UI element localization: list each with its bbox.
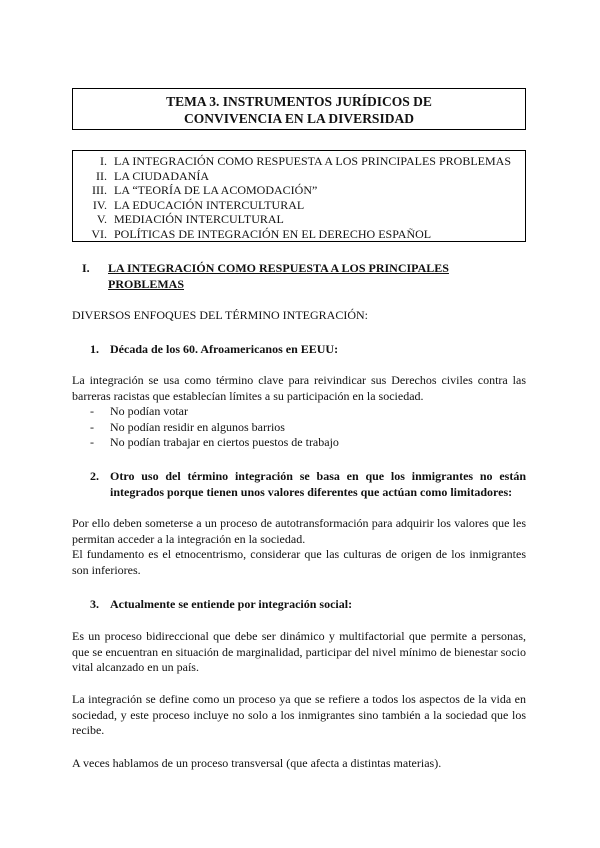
toc-text: LA “TEORÍA DE LA ACOMODACIÓN”	[114, 183, 318, 198]
title-line-1: TEMA 3. INSTRUMENTOS JURÍDICOS DE	[166, 94, 432, 109]
toc-text: LA CIUDADANÍA	[114, 168, 209, 183]
bullet-dash: -	[90, 435, 94, 449]
toc-item	[73, 212, 525, 227]
subheading-3	[90, 596, 526, 612]
toc-item	[73, 169, 525, 184]
list-item	[90, 404, 520, 420]
paragraph-2: Por ello deben someterse a un proceso de autotransformación para adquirir los valores que les permitan acceder a la integración en la sociedad.	[72, 516, 526, 546]
toc-number: I.	[100, 154, 107, 168]
subheading-2	[90, 468, 526, 500]
section-number: I.	[82, 261, 90, 275]
toc-text: POLÍTICAS DE INTEGRACIÓN EN EL DERECHO ESPAÑOL	[114, 226, 432, 241]
toc-number: VI.	[91, 226, 107, 241]
table-of-contents	[72, 150, 526, 242]
list-item	[90, 435, 520, 451]
title-line-2: CONVIVENCIA EN LA DIVERSIDAD	[184, 111, 414, 126]
subheading-number: 2.	[90, 469, 99, 483]
list-item-text: No podían residir en algunos barrios	[110, 419, 285, 434]
paragraph-6: A veces hablamos de un proceso transversal (que afecta a distintas materias).	[72, 756, 442, 770]
document-title-box	[72, 88, 526, 130]
toc-number: V.	[96, 212, 107, 227]
toc-text: LA EDUCACIÓN INTERCULTURAL	[114, 197, 305, 212]
toc-text: LA INTEGRACIÓN COMO RESPUESTA A LOS PRINCIPALES PROBLEMAS	[114, 154, 511, 168]
section-title: LA INTEGRACIÓN COMO RESPUESTA A LOS PRINCIPALES PROBLEMAS	[108, 261, 449, 291]
paragraph-1: La integración se usa como término clave para reivindicar sus Derechos civiles contra las barreras racistas que establecían límites a su participación en la sociedad.	[72, 373, 526, 403]
subheading-number: 1.	[90, 342, 99, 356]
bullet-list	[90, 404, 520, 451]
subheading-1	[90, 341, 526, 357]
toc-text: MEDIACIÓN INTERCULTURAL	[114, 212, 284, 227]
list-item	[90, 420, 520, 436]
intro-text: DIVERSOS ENFOQUES DEL TÉRMINO INTEGRACIÓN:	[72, 308, 368, 322]
subheading-title: Década de los 60. Afroamericanos en EEUU:	[110, 342, 339, 356]
toc-item	[73, 227, 525, 242]
toc-item	[73, 154, 525, 169]
toc-item	[73, 183, 525, 198]
section-heading	[82, 260, 482, 292]
bullet-dash: -	[90, 404, 94, 418]
toc-item	[73, 198, 525, 213]
paragraph-4: Es un proceso bidireccional que debe ser dinámico y multifactorial que permite a personas, que se encuentran en situación de marginalidad, participar del nivel mínimo de bienestar socio vital alcanzado en un país.	[72, 629, 526, 674]
subheading-title: Otro uso del término integración se basa en que los inmigrantes no están integrados porque tienen unos valores diferentes que actúan como limitadores:	[110, 469, 526, 499]
subheading-title: Actualmente se entiende por integración social:	[110, 597, 353, 611]
paragraph-3: El fundamento es el etnocentrismo, considerar que las culturas de origen de los inmigrantes son inferiores.	[72, 547, 526, 577]
bullet-dash: -	[90, 419, 94, 434]
paragraph-5: La integración se define como un proceso ya que se refiere a todos los aspectos de la vida en sociedad, y este proceso incluye no solo a los inmigrantes sino también a la sociedad que los recibe.	[72, 692, 526, 737]
list-item-text: No podían trabajar en ciertos puestos de trabajo	[110, 435, 339, 449]
toc-number: III.	[92, 183, 107, 198]
subheading-number: 3.	[90, 597, 99, 611]
list-item-text: No podían votar	[110, 404, 188, 418]
toc-number: II.	[96, 168, 107, 183]
toc-number: IV.	[92, 197, 107, 212]
